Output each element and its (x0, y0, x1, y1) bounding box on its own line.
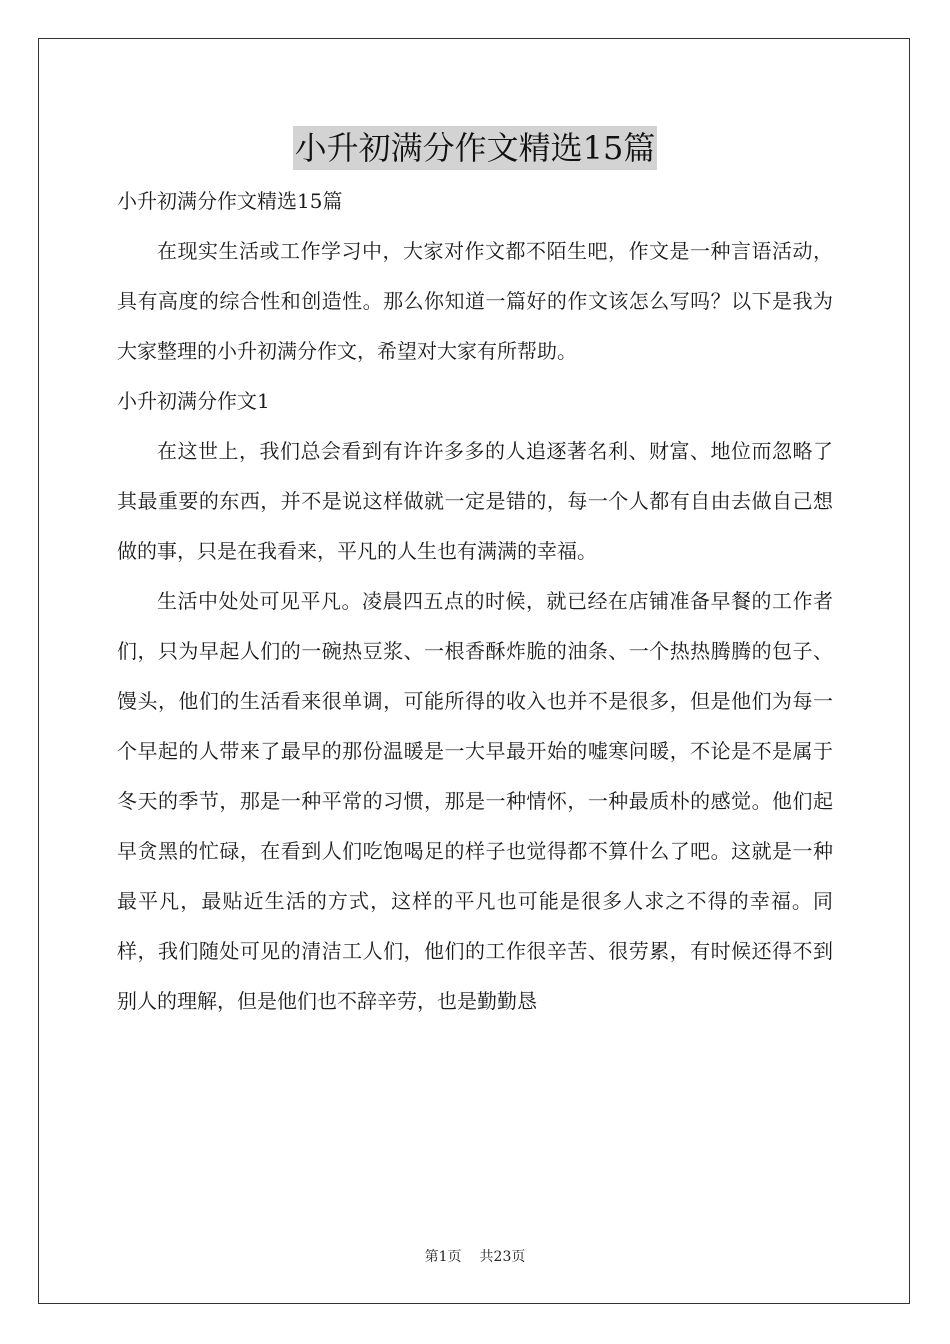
body-paragraph-2: 生活中处处可见平凡。凌晨四五点的时候，就已经在店铺准备早餐的工作者们，只为早起人们的一碗热豆浆、一根香酥炸脆的油条、一个热热腾腾的包子、馒头，他们的生活看来很单调，可能所得的收入也并不是很多，但是他们为每一个早起的人带来了最早的那份温暖是一大早最开始的嘘寒问暖，不论是不是属于冬天的季节，那是一种平常的习惯，那是一种情怀，一种最质朴的感觉。他们起早贪黑的忙碌，在看到人们吃饱喝足的样子也觉得都不算什么了吧。这就是一种最平凡，最贴近生活的方式，这样的平凡也可能是很多人求之不得的幸福。同样，我们随处可见的清洁工人们，他们的工作很辛苦、很劳累，有时候还得不到别人的理解，但是他们也不辞辛劳，也是勤勤恳 (117, 589, 833, 1013)
intro-paragraph: 在现实生活或工作学习中，大家对作文都不陌生吧，作文是一种言语活动，具有高度的综合性和创造性。那么你知道一篇好的作文该怎么写吗？以下是我为大家整理的小升初满分作文，希望对大家有所帮助。 (117, 239, 833, 363)
body-paragraph-1: 在这世上，我们总会看到有许许多多的人追逐著名利、财富、地位而忽略了其最重要的东西，并不是说这样做就一定是错的，每一个人都有自由去做自己想做的事，只是在我看来，平凡的人生也有满满的幸福。 (117, 439, 833, 563)
page-number: 第1页 (424, 1249, 462, 1265)
document-title: 小升初满分作文精选15篇 (293, 126, 658, 170)
title-container (0, 126, 950, 170)
page-footer (0, 1248, 950, 1266)
section-heading: 小升初满分作文1 (117, 389, 270, 413)
document-subtitle: 小升初满分作文精选15篇 (117, 189, 343, 213)
page-total: 共23页 (479, 1249, 526, 1265)
document-body (117, 176, 833, 1026)
